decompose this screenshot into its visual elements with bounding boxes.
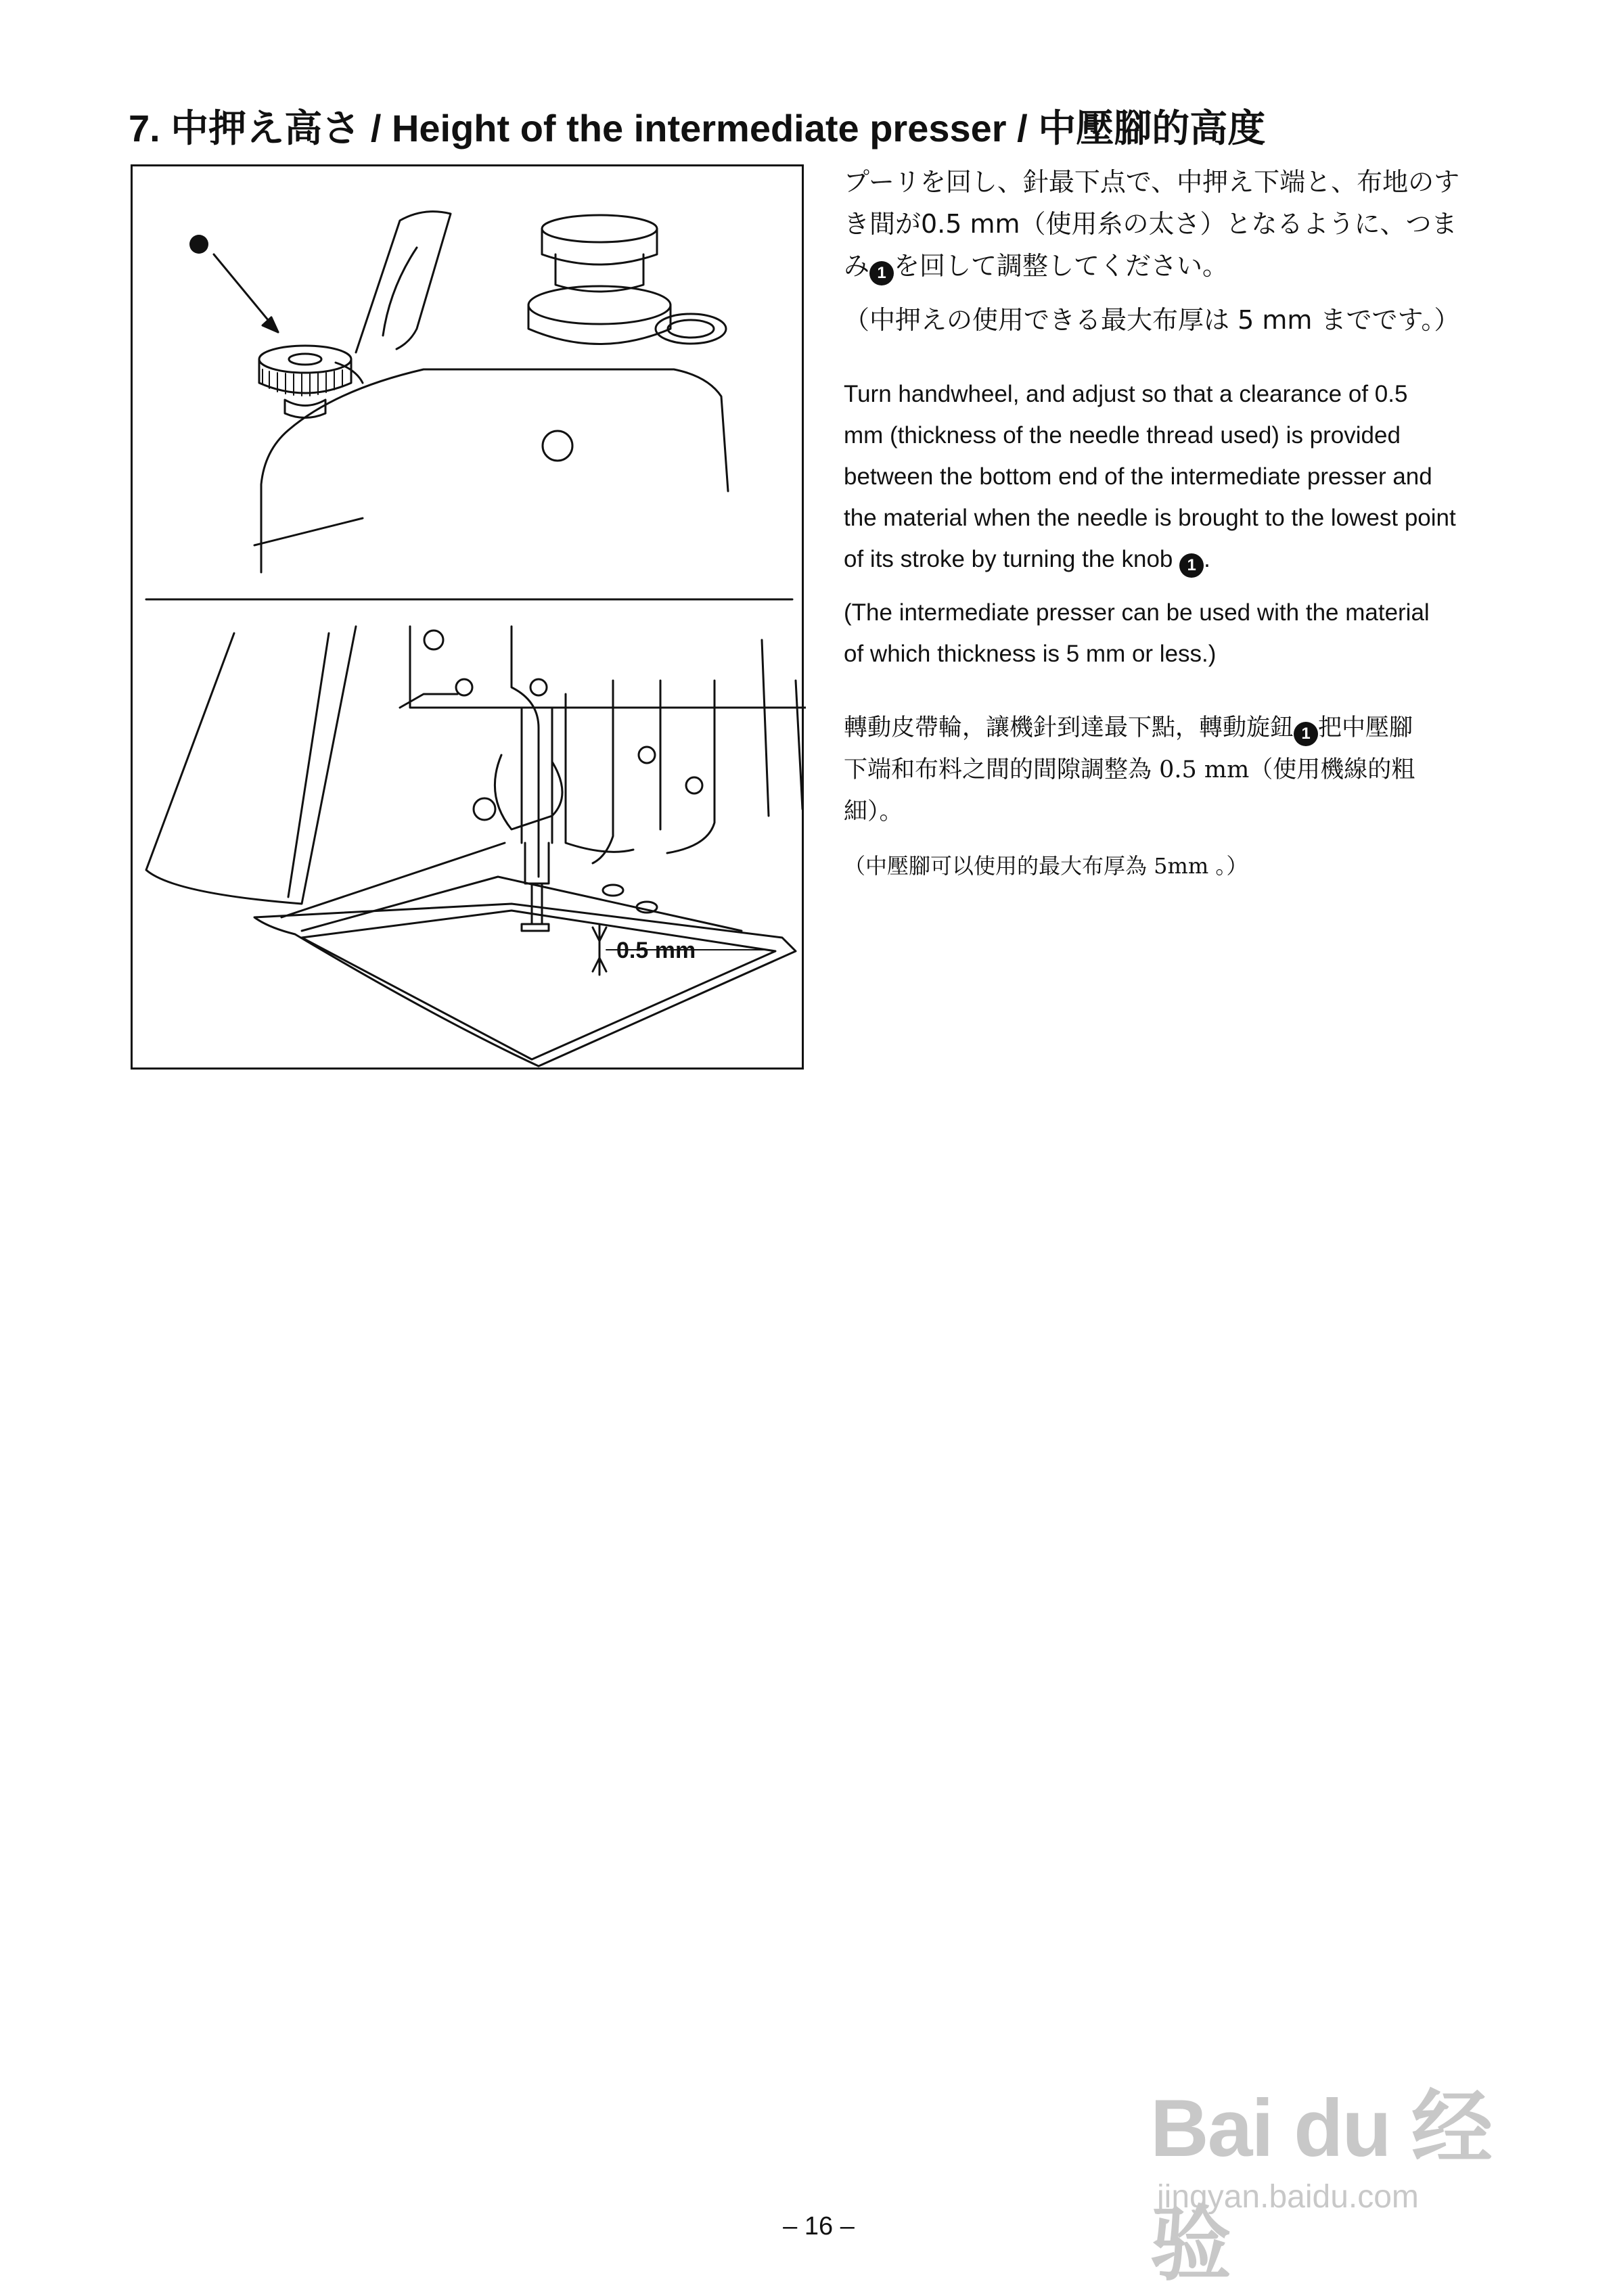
- page-number: – 16 –: [783, 2212, 855, 2241]
- zh-line-1-pre: 轉動皮帶輪，讓機針到達最下點，轉動旋鈕: [844, 714, 1294, 741]
- ja-line-2: き間が0.5 mm（使用糸の太さ）となるように、つま: [844, 209, 1457, 239]
- section-title: 7. 中押え高さ / Height of the intermediate presser / 中壓腳的高度: [129, 107, 1266, 150]
- en-line-4: the material when the needle is brought to the lowest point: [844, 505, 1456, 531]
- ja-line-1: プーリを回し、針最下点で、中押え下端と、布地のす: [844, 167, 1460, 197]
- watermark-logo: Bai du 经验: [1150, 2083, 1492, 2290]
- knob-illustration: [133, 166, 806, 1072]
- japanese-instruction: [844, 161, 1527, 287]
- zh-line-3: 細）。: [844, 798, 903, 825]
- en-line-1: Turn handwheel, and adjust so that a clearance of 0.5: [844, 381, 1408, 407]
- ja-line-3-post: を回して調整してください。: [894, 251, 1229, 281]
- en-line-5: of its stroke by turning the knob: [844, 546, 1173, 572]
- knob-badge: 1: [869, 261, 894, 285]
- dimension-label: 0.5 mm: [616, 938, 696, 963]
- en-line-2: mm (thickness of the needle thread used) is provided: [844, 422, 1401, 449]
- illustration-frame: [131, 164, 804, 1070]
- english-instruction: [844, 373, 1527, 580]
- zh-line-2: 下端和布料之間的間隙調整為 0.5 mm（使用機線的粗: [844, 756, 1415, 783]
- chinese-instruction: [844, 707, 1527, 833]
- en-note-line-1: (The intermediate presser can be used with the material: [844, 599, 1430, 626]
- chinese-note: （中壓腳可以使用的最大布厚為 5mm 。）: [844, 853, 1248, 879]
- zh-line-1-post: 把中壓腳: [1318, 714, 1413, 741]
- english-note: [844, 592, 1527, 674]
- knob-badge: 1: [1179, 553, 1204, 578]
- japanese-note: （中押えの使用できる最大布厚は 5 mm までです。）: [844, 305, 1460, 335]
- en-note-line-2: of which thickness is 5 mm or less.): [844, 641, 1217, 667]
- knob-badge: 1: [1294, 722, 1318, 746]
- en-line-3: between the bottom end of the intermediate presser and: [844, 463, 1432, 490]
- baidu-watermark: [1150, 1975, 1556, 2290]
- text-column: [844, 161, 1527, 899]
- ja-line-3-pre: み: [844, 251, 870, 281]
- watermark-url: jingyan.baidu.com: [1157, 2179, 1419, 2215]
- en-line-5-end: .: [1204, 546, 1210, 572]
